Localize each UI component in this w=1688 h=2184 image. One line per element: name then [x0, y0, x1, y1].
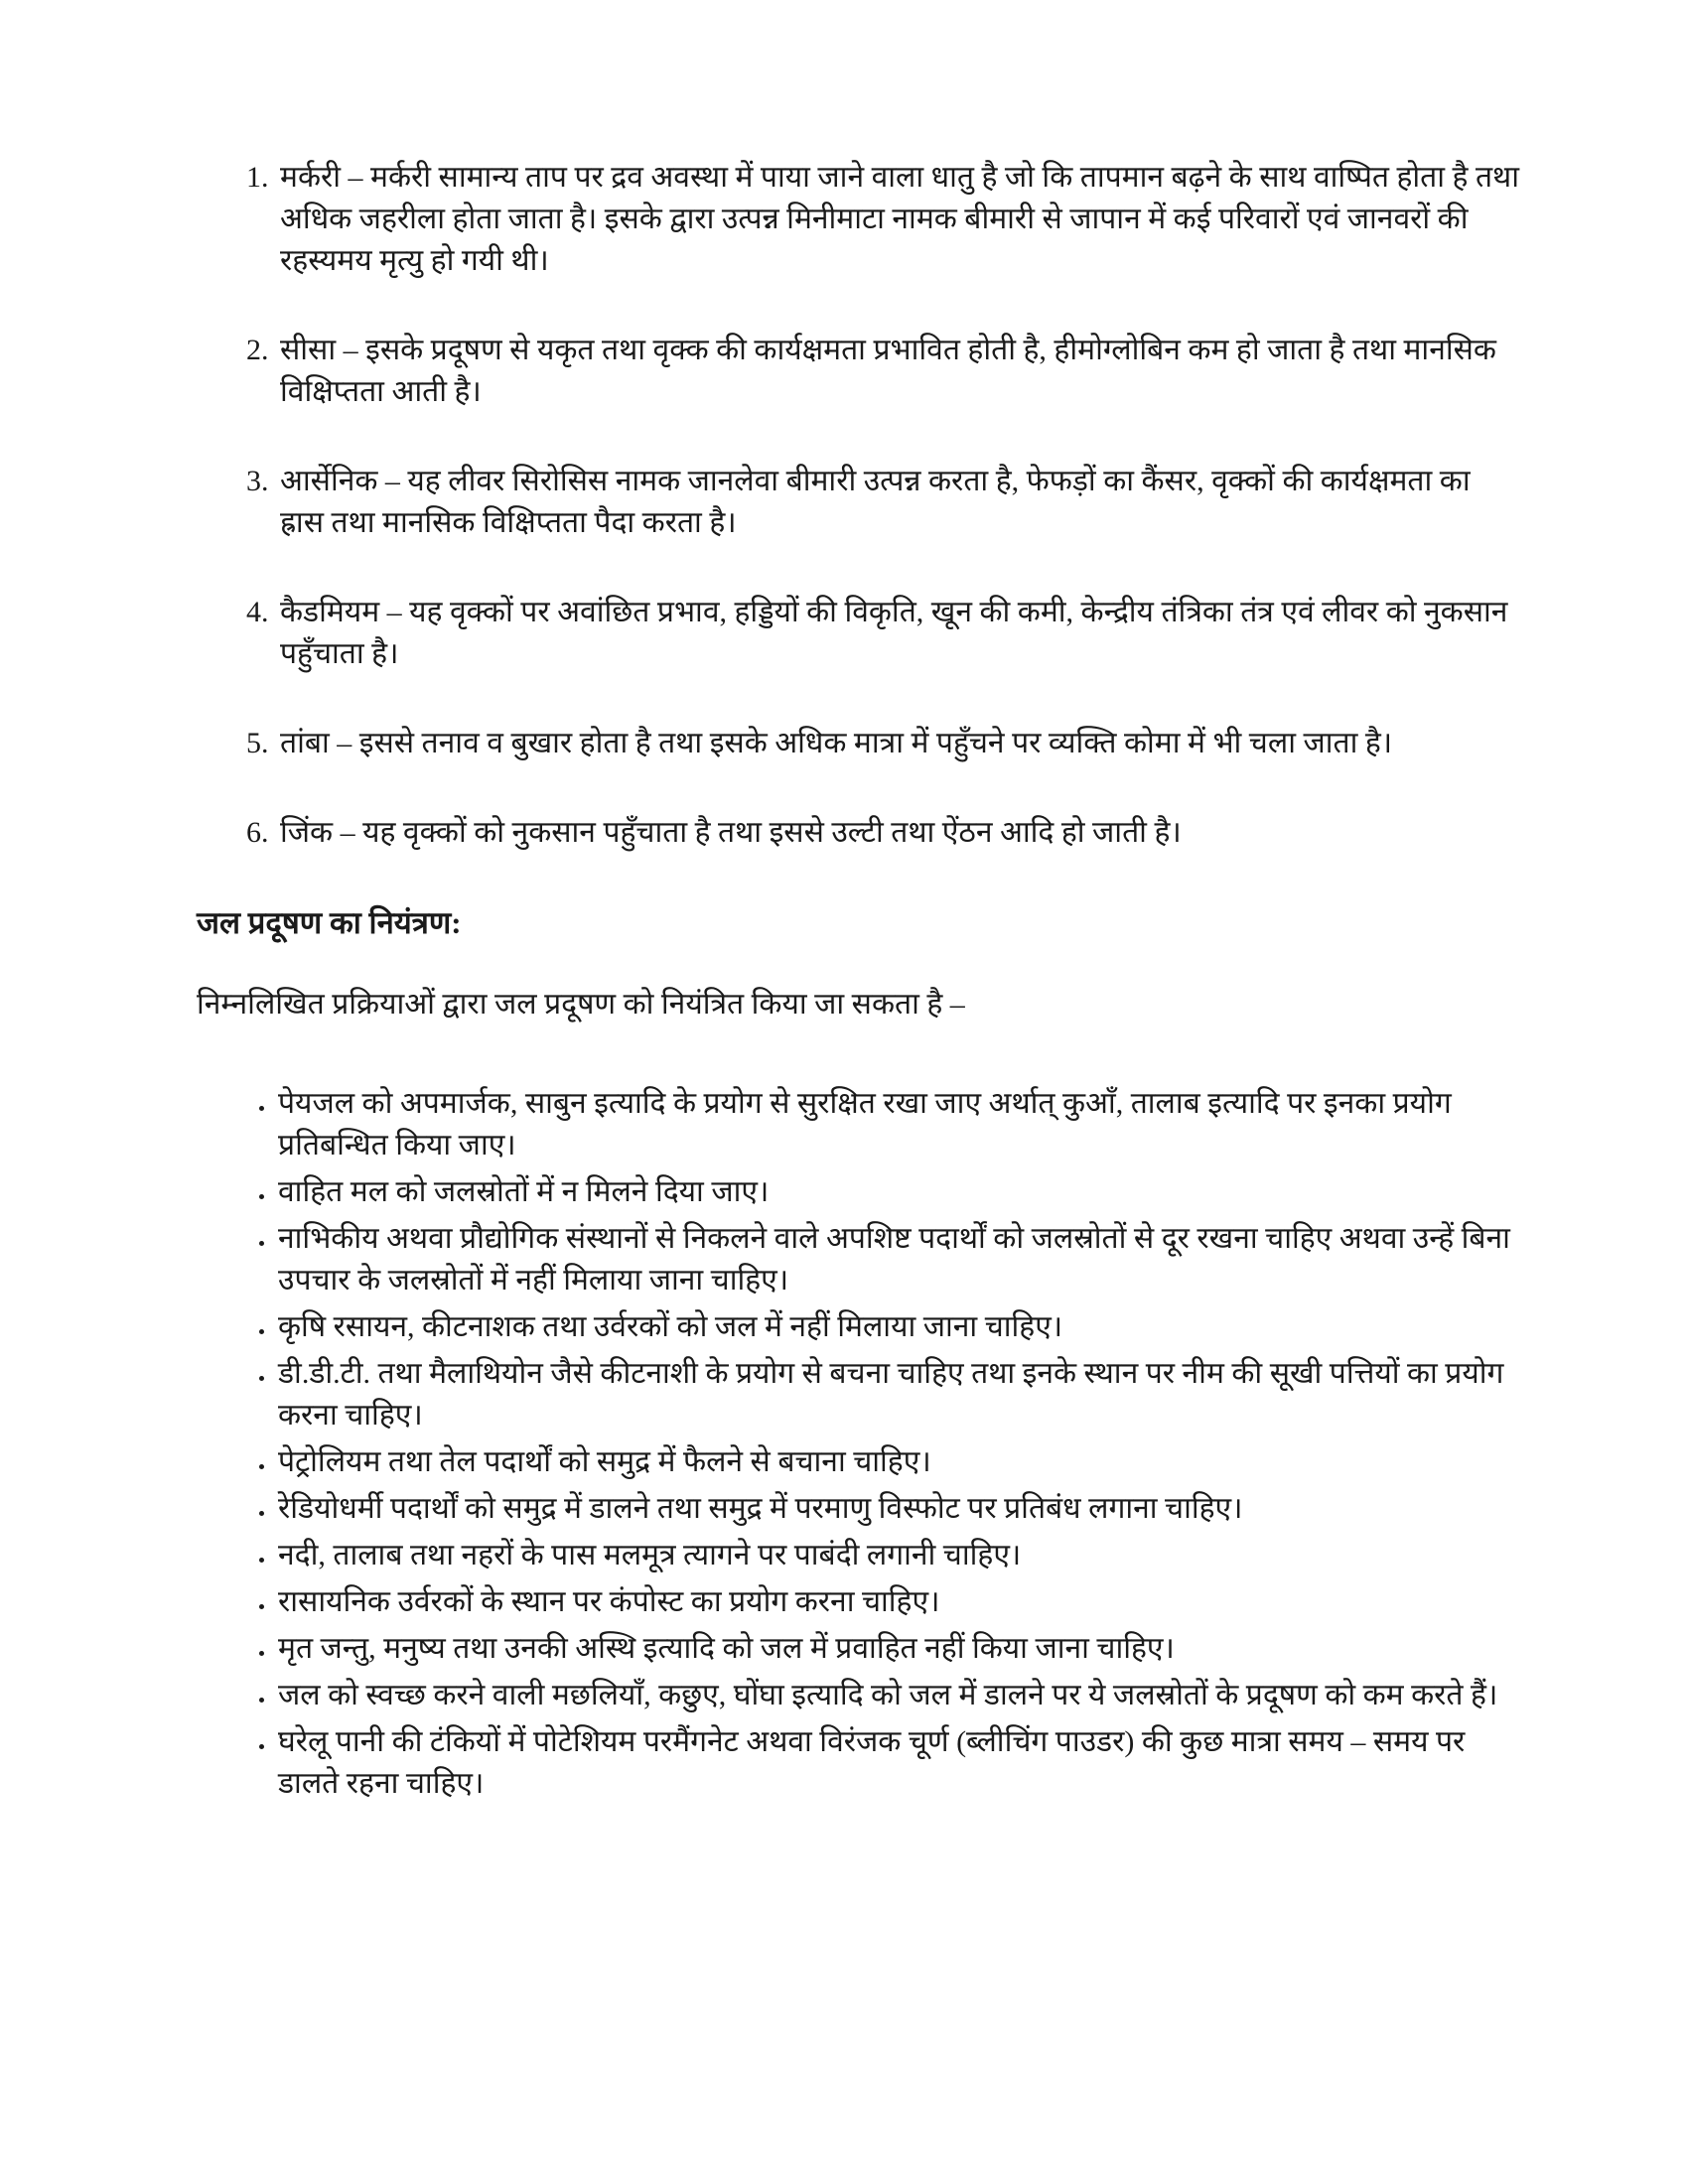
list-item: 4. कैडमियम – यह वृक्कों पर अवांछित प्रभाव, हड्डियों की विकृति, खून की कमी, केन्द्रीय तंत्रिका तंत्र एवं लीवर को नुकसान पहुँचाता है। [276, 592, 1521, 675]
list-item: • नदी, तालाब तथा नहरों के पास मलमूत्र त्यागने पर पाबंदी लगानी चाहिए। [276, 1535, 1521, 1576]
section-heading: जल प्रदूषण का नियंत्रण: [197, 905, 462, 940]
list-item: • वाहित मल को जलस्रोतों में न मिलने दिया जाए। [276, 1171, 1521, 1213]
list-item: • रासायनिक उर्वरकों के स्थान पर कंपोस्ट का प्रयोग करना चाहिए। [276, 1581, 1521, 1623]
list-item: 2. सीसा – इसके प्रदूषण से यकृत तथा वृक्क की कार्यक्षमता प्रभावित होती है, हीमोग्लोबिन कम हो जाता है तथा मानसिक विक्षिप्तता आती है। [276, 330, 1521, 413]
list-item: • डी.डी.टी. तथा मैलाथियोन जैसे कीटनाशी के प्रयोग से बचना चाहिए तथा इनके स्थान पर नीम की सूखी पत्तियों का प्रयोग करना चाहिए। [276, 1353, 1521, 1436]
list-item: • मृत जन्तु, मनुष्य तथा उनकी अस्थि इत्यादि को जल में प्रवाहित नहीं किया जाना चाहिए। [276, 1628, 1521, 1670]
list-item: • पेयजल को अपमार्जक, साबुन इत्यादि के प्रयोग से सुरक्षित रखा जाए अर्थात् कुआँ, तालाब इत्यादि पर इनका प्रयोग प्रतिबन्धित किया जाए। [276, 1083, 1521, 1166]
list-item: • जल को स्वच्छ करने वाली मछलियाँ, कछुए, घोंघा इत्यादि को जल में डालने पर ये जलस्रोतों के प्रदूषण को कम करते हैं। [276, 1675, 1521, 1716]
list-item: 3. आर्सेनिक – यह लीवर सिरोसिस नामक जानलेवा बीमारी उत्पन्न करता है, फेफड़ों का कैंसर, वृक्कों की कार्यक्षमता का ह्रास तथा मानसिक विक्षिप्तता पैदा करता है। [276, 461, 1521, 544]
intro-paragraph: निम्नलिखित प्रक्रियाओं द्वारा जल प्रदूषण को नियंत्रित किया जा सकता है – [197, 988, 965, 1022]
list-item: • पेट्रोलियम तथा तेल पदार्थों को समुद्र में फैलने से बचाना चाहिए। [276, 1441, 1521, 1483]
list-item: 6. जिंक – यह वृक्कों को नुकसान पहुँचाता है तथा इससे उल्टी तथा ऐंठन आदि हो जाती है। [276, 812, 1521, 854]
list-item: • नाभिकीय अथवा प्रौद्योगिक संस्थानों से निकलने वाले अपशिष्ट पदार्थों को जलस्रोतों से दूर रखना चाहिए अथवा उन्हें बिना उपचार के जलस्रोतों में नहीं मिलाया जाना चाहिए। [276, 1218, 1521, 1301]
list-item: • रेडियोधर्मी पदार्थों को समुद्र में डालने तथा समुद्र में परमाणु विस्फोट पर प्रतिबंध लगाना चाहिए। [276, 1488, 1521, 1530]
control-measures-list [197, 1083, 1521, 1805]
list-item: 5. तांबा – इससे तनाव व बुखार होता है तथा इसके अधिक मात्रा में पहुँचने पर व्यक्ति कोमा में भी चला जाता है। [276, 723, 1521, 764]
list-item: 1. मर्करी – मर्करी सामान्य ताप पर द्रव अवस्था में पाया जाने वाला धातु है जो कि तापमान बढ़ने के साथ वाष्पित होता है तथा अधिक जहरीला होता जाता है। इसके द्वारा उत्पन्न मिनीमाटा नामक बीमारी से जापान में कई परिवारों एवं जानवरों की रहस्यमय मृत्यु हो गयी थी। [276, 157, 1521, 282]
list-item: • कृषि रसायन, कीटनाशक तथा उर्वरकों को जल में नहीं मिलाया जाना चाहिए। [276, 1306, 1521, 1348]
list-item: • घरेलू पानी की टंकियों में पोटेशियम परमैंगनेट अथवा विरंजक चूर्ण (ब्लीचिंग पाउडर) की कुछ मात्रा समय – समय पर डालते रहना चाहिए। [276, 1721, 1521, 1805]
heavy-metals-list [197, 157, 1521, 854]
